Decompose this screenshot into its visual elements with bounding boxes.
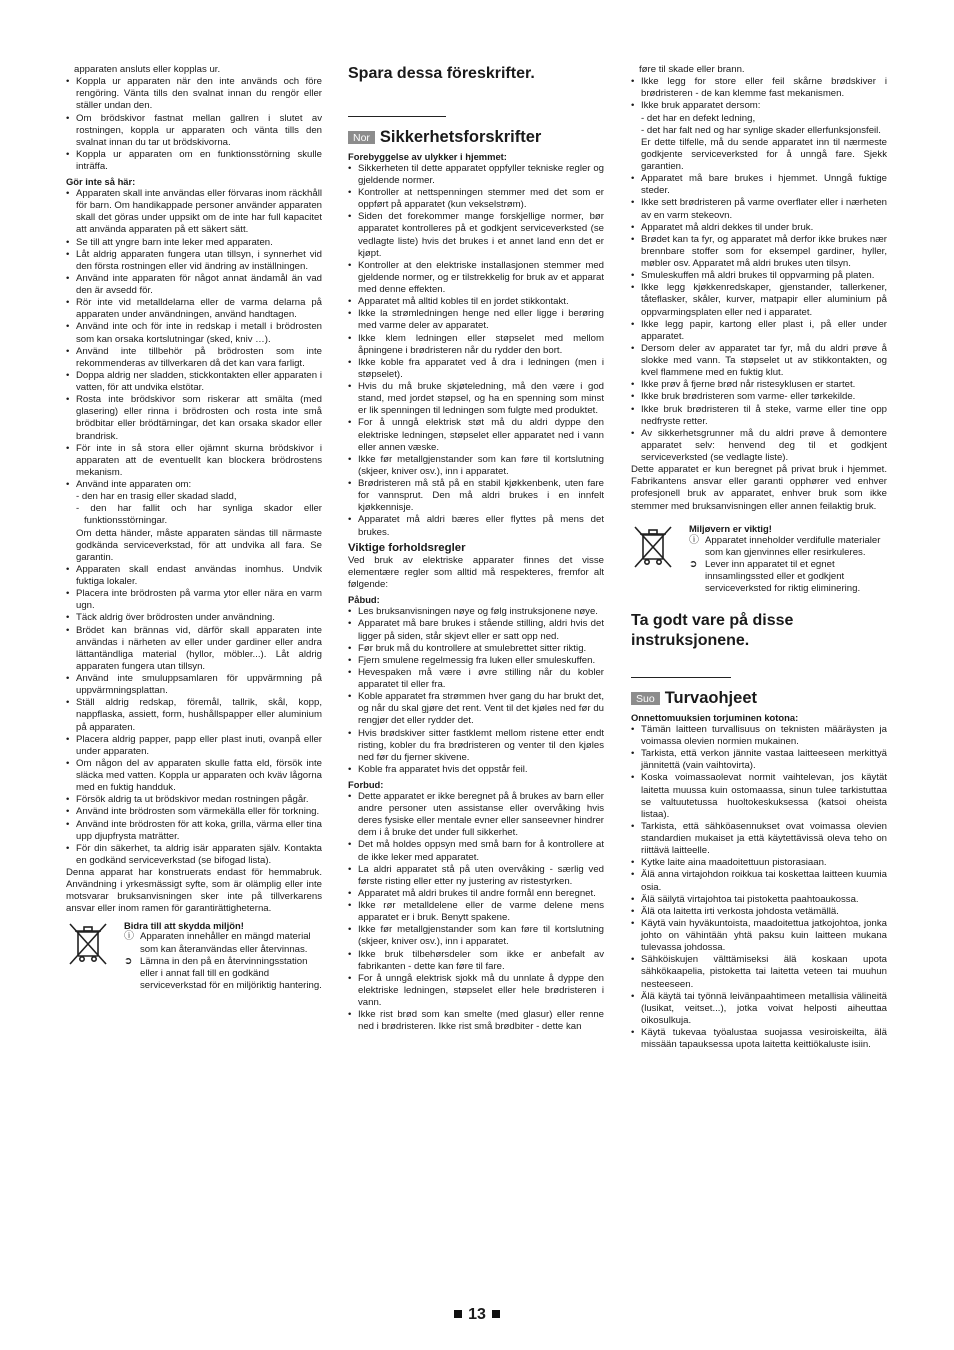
- rules-heading: Viktige forholdsregler: [348, 541, 466, 554]
- column-swedish: [66, 64, 322, 992]
- list-item: • Tarkista, että verkon jännite vastaa laitteeseen merkittyä jännitettä (vain vaihtovirta).: [631, 748, 887, 772]
- environment-text: Lämna in den på en återvinningsstation eller i annat fall till en godkänd serviceverkstad för en miljöriktig hantering.: [140, 955, 322, 991]
- list-item: • Ikke legg kjøkkenredskaper, gjenstander, tallerkener, tåteflasker, skåler, kurver, matpapir eller aluminium på oppvarmingsplaten eller ned i apparatet.: [631, 282, 887, 318]
- list-item: • Ikke bruk brødristeren som varme- eller tørkekilde.: [631, 391, 887, 403]
- list-item: • For å unngå elektrisk støt må du aldri dyppe den elektriske ledningen, støpselet eller apparatet ned i vann eller annen væske.: [348, 417, 604, 453]
- list-item: • Ställ aldrig redskap, föremål, tallrik, skål, kopp, nappflaska, assiett, form, hushållspapper eller aluminium på apparaten.: [66, 697, 322, 733]
- list-item-text: Använd inte apparaten om:: [76, 479, 192, 491]
- list-item: • Apparaten skall inte användas eller förvaras inom räckhåll för barn. Om handikappade personer använder apparaten skall det göras under uppsikt om de inte har full kapacitet att använda apparaten på ett säkert sätt.: [66, 188, 322, 237]
- list-item: • Apparatet må aldri brukes til andre formål enn beregnet.: [348, 888, 604, 900]
- section-title: Turvaohjeet: [664, 689, 757, 708]
- list-item: • Før bruk må du kontrollere at smulebrettet sitter riktig.: [348, 643, 604, 655]
- list-item: • Se till att yngre barn inte leker med apparaten.: [66, 237, 322, 249]
- closing-paragraph: Dette apparatet er kun beregnet på privat bruk i hjemmet. Fabrikantens ansvar eller garanti opphører ved enhver profesjonell bruk av apparatet, enhver bruk som ikke stemmer med bruksanvisningen eller annen feilaktig bruk.: [631, 464, 887, 512]
- list-item: • Kontroller at den elektriske installasjonen stemmer med gjeldende normer, og er tilstrekkelig for bruk av et apparat med denne effekten.: [348, 260, 604, 296]
- recycle-arrow-icon: ➲: [689, 558, 698, 570]
- list-item: • Använd inte brödrosten som värmekälla eller för torkning.: [66, 806, 322, 818]
- list-item: • Ikke bruk tilbehørsdeler som ikke er anbefalt av fabrikanten - dette kan føre til fare.: [348, 949, 604, 973]
- list-item: • Koppla ur apparaten om en funktionsstörning skulle inträffa.: [66, 149, 322, 173]
- list-item: • Kytke laite aina maadoitettuun pistorasiaan.: [631, 857, 887, 869]
- list-item: • Sikkerheten til dette apparatet oppfyller tekniske regler og gjeldende normer.: [348, 163, 604, 187]
- list-item: • Sähköiskujen välttämiseksi älä koskaan upota sähkökaapelia, pistoketta tai laitetta veteen tai muuhun nesteeseen.: [631, 954, 887, 990]
- environment-box: [631, 523, 887, 596]
- list-item: • Ikke sett brødristeren på varme overflater eller i nærheten av en varm stekeovn.: [631, 197, 887, 221]
- list-item: • Koska voimassaolevat normit vaihtelevan, jos käytät laitetta muussa kuin ostomaassa, sinun tulee tarkistuttaa se valtuutetussa huoltokeskuksessa (katsoi oheista listaa).: [631, 772, 887, 821]
- section-heading: [348, 127, 604, 148]
- language-tag: Suo: [631, 692, 660, 705]
- sub-note: Er dette tilfelle, må du sende apparatet inn til nærmeste godkjente serviceverksted for å unngå fare. Sjekk garantien.: [641, 136, 887, 172]
- list-item: • Placera aldrig papper, papp eller plast inuti, ovanpå eller under apparaten.: [66, 734, 322, 758]
- sub-item: - det har en defekt ledning,: [641, 112, 756, 124]
- column-norwegian-finnish: [631, 64, 887, 1051]
- list-item: • Smuleskuffen må aldri brukes til oppvarming på platen.: [631, 270, 887, 282]
- list-item: [66, 479, 322, 564]
- environment-title: Bidra till att skydda miljön!: [124, 919, 244, 931]
- sub-item: - den har fallit och har synliga skador eller funktionsstörningar.: [76, 503, 322, 527]
- list-item: • Brødet kan ta fyr, og apparatet må derfor ikke brukes nær brennbare stoffer som for eksempel gardiner, hyller, møbler osv. Apparatet må aldri brukes uten tilsyn.: [631, 234, 887, 270]
- dont-list: [66, 188, 322, 867]
- list-item: • Brödet kan brännas vid, därför skall apparaten inte användas i närheten av eller under gardiner eller andra lättantändliga material (hyllor, möbler...). Låt aldrig apparaten fungera utan tillsyn.: [66, 625, 322, 674]
- intro-list: [66, 76, 322, 173]
- list-item: • Apparatet må bare brukes i hjemmet. Unngå fuktige steder.: [631, 173, 887, 197]
- list-item: • Tarkista, että sähköasennukset ovat voimassa olevien standardien mukaiset ja että käytettävissä oleva teho on riittävä laitteelle.: [631, 821, 887, 857]
- sub-item: - det har falt ned og har synlige skader ellerfunksjonsfeil.: [641, 124, 881, 136]
- list-item: • Hvis du må bruke skjøteledning, må den være i god stand, med jordet støpsel, og ha en spenning som minst er lik spenningen til ledningen som fulgte med produktet.: [348, 381, 604, 417]
- environment-text: Apparatet inneholder verdifulle materialer som kan gjenvinnes eller resirkuleres.: [705, 534, 881, 558]
- prevent-label: Onnettomuuksien torjuminen kotona:: [631, 712, 799, 723]
- sub-note: Om detta händer, måste apparaten sändas till närmaste godkända serviceverkstad, för att undvika all fara. Se garantin.: [76, 527, 322, 563]
- environment-title: Miljøvern er viktig!: [689, 522, 772, 534]
- list-item: • Använd inte tillbehör på brödrosten som inte rekommenderas av tillverkaren då det kan vara farligt.: [66, 346, 322, 370]
- list-item: • Använd inte apparaten för något annat ändamål än vad den är avsedd för.: [66, 273, 322, 297]
- divider: [631, 677, 731, 678]
- list-item: [631, 100, 887, 173]
- divider: [348, 116, 446, 117]
- list-item: • Försök aldrig ta ut brödskivor medan rostningen pågår.: [66, 794, 322, 806]
- crossed-out-bin-icon: [66, 920, 114, 993]
- list-item: • Använd inte brödrosten för att koka, grilla, värma eller tina upp djupfrysta maträtter.: [66, 819, 322, 843]
- save-heading: Spara dessa föreskrifter.: [348, 65, 535, 82]
- info-circle-icon: ⓘ: [124, 931, 134, 943]
- list-item: • Placera inte brödrosten på varma ytor eller nära en varm ugn.: [66, 588, 322, 612]
- list-item: • Ikke legg for store eller feil skårne brødskiver i brødristeren - de kan klemme fast mekanismen.: [631, 76, 887, 100]
- list-item: • Ikke klem ledningen eller støpselet med mellom åpningene i brødristeren når du rydder den bort.: [348, 333, 604, 357]
- list-item: • Ikke prøv å fjerne brød når ristesyklusen er startet.: [631, 379, 887, 391]
- info-circle-icon: ⓘ: [689, 534, 699, 546]
- list-item: • Hevespaken må være i øvre stilling når du kobler apparatet til eller fra.: [348, 667, 604, 691]
- recycle-arrow-icon: ➲: [124, 955, 133, 967]
- list-item: • Koppla ur apparaten när den inte används och före rengöring. Vänta tills den svalnat innan du rengör eller ställer undan den.: [66, 76, 322, 112]
- list-item: • For å unngå elektrisk sjokk må du unnlate å dyppe den elektriske ledningen, støpselet eller hele brødristeren i vann.: [348, 973, 604, 1009]
- language-tag: Nor: [348, 131, 375, 144]
- forbid-list-continued: [631, 76, 887, 464]
- closing-paragraph: Denna apparat har konstruerats endast för hemmabruk. Användning i yrkesmässigt syfte, som är olämplig eller inte motsvarar bruksanvisningen sker inte på tillverkarens ansvar eller inom ramen för garantirättigheterna.: [66, 867, 322, 915]
- page-number-text: 13: [468, 1306, 486, 1323]
- list-item: • Ikke rist brød som kan smelte (med glasur) eller renne ned i brødristeren. Ikke rist små brødbiter - dette kan: [348, 1009, 604, 1033]
- list-item: • Käytä vain hyväkuntoista, maadoitettua jatkojohtoa, jonka johto on vähintään yhtä paksu kuin laitteen mukana tulevassa johdossa.: [631, 918, 887, 954]
- list-item: • Det må holdes oppsyn med små barn for å kontrollere at de ikke leker med apparatet.: [348, 839, 604, 863]
- rules-intro: Ved bruk av elektriske apparater finnes det visse elementære regler som alltid må respekteres, fremfor alt følgende:: [348, 555, 604, 591]
- list-item: • Rör inte vid metalldelarna eller de varma delarna på apparaten under användningen, använd handtagen.: [66, 297, 322, 321]
- forbid-list: [348, 791, 604, 1034]
- sub-item: - den har en trasig eller skadad sladd,: [76, 491, 237, 503]
- list-item: • Dette apparatet er ikke beregnet på å brukes av barn eller andre personer uten assistanse eller overvåking hvis deres fysiske eller mentale evner eller sanseevner hindrer dem i å bruke det under full sikkerhet.: [348, 791, 604, 840]
- list-item: • Dersom deler av apparatet tar fyr, må du aldri prøve å slokke med vann. Ta støpselet ut av stikkontakten, og kvel flammene med en fuktig klut.: [631, 343, 887, 379]
- list-item: • Apparatet må aldri bæres eller flyttes på mens det brukes.: [348, 514, 604, 538]
- list-item: • Om någon del av apparaten skulle fatta eld, försök inte släcka med vatten. Koppla ur apparaten och kväv lågorna med en fuktig handduk.: [66, 758, 322, 794]
- list-item: • För inte in så stora eller ojämnt skurna brödskivor i apparaten att de eventuellt kan blockera brödrostens mekanism.: [66, 443, 322, 479]
- square-bullet-icon: [454, 1310, 462, 1318]
- list-item: • Apparaten skall endast användas inomhus. Undvik fuktiga lokaler.: [66, 564, 322, 588]
- prevent-list: [348, 163, 604, 539]
- list-item: • Apparatet må alltid kobles til en jordet stikkontakt.: [348, 296, 604, 308]
- list-item: • Låt aldrig apparaten fungera utan tillsyn, i synnerhet vid den första rostningen eller vid ändring av inställningen.: [66, 249, 322, 273]
- list-item: • Älä säilytä virtajohtoa tai pistoketta paahtoaukossa.: [631, 894, 887, 906]
- list-item-text: Ikke bruk apparatet dersom:: [641, 100, 761, 112]
- continued-line: føre til skade eller brann.: [639, 64, 745, 75]
- continued-line: apparaten ansluts eller kopplas ur.: [74, 64, 221, 75]
- list-item: • Rosta inte brödskivor som riskerar att smälta (med glasering) eller rinna i brödrosten och rosta inte små brödbitar eller brödtärningar, det kan orsaka skador eller brandrisk.: [66, 394, 322, 443]
- environment-text: Apparaten innehåller en mängd material som kan återanvändas eller återvinnas.: [140, 931, 311, 955]
- list-item: • Om brödskivor fastnat mellan gallren i slutet av rostningen, koppla ur apparaten och vänta tills den svalnat innan du tar ut brödskivorna.: [66, 113, 322, 149]
- list-item: • Doppa aldrig ner sladden, stickkontakten eller apparaten i vatten, för att undvika elstötar.: [66, 370, 322, 394]
- list-item: • Les bruksanvisningen nøye og følg instruksjonene nøye.: [348, 606, 604, 618]
- list-item: • Tämän laitteen turvallisuus on teknisten määräysten ja voimassa olevien normien mukainen.: [631, 724, 887, 748]
- must-label: Påbud:: [348, 594, 380, 606]
- list-item: • La aldri apparatet stå på uten overvåking - særlig ved første risting eller etter ny justering av ristestyrken.: [348, 864, 604, 888]
- list-item: • Ikke koble fra apparatet ved å dra i ledningen (men i støpselet).: [348, 357, 604, 381]
- list-item: • Ikke før metallgjenstander som kan føre til kortslutning (skjeer, kniver osv.), inn i apparatet.: [348, 924, 604, 948]
- list-item: • Fjern smulene regelmessig fra luken eller smuleskuffen.: [348, 655, 604, 667]
- forbid-label: Forbud:: [348, 779, 384, 791]
- list-item: • Koble fra apparatet hvis det oppstår feil.: [348, 764, 604, 776]
- environment-box: [66, 920, 322, 993]
- list-item: • Apparatet må bare brukes i stående stilling, aldri hvis det ligger på siden, står skjevt eller er satt opp ned.: [348, 618, 604, 642]
- list-item: • Älä käytä tai työnnä leivänpaahtimeen metallisia välineitä (lusikat, veitset...), jotka voivat helposti aiheuttaa oikosulkuja.: [631, 991, 887, 1027]
- page-number: [0, 1306, 954, 1324]
- list-item: • Av sikkerhetsgrunner må du aldri prøve å demontere apparatet selv: henvend deg til et godkjent serviceverksted (se vedlagte liste).: [631, 428, 887, 464]
- list-item: • Använd inte och för inte in redskap i metall i brödrosten som kan orsaka kortslutningar (sked, kniv …).: [66, 321, 322, 345]
- list-item: • Använd inte smuluppsamlaren för uppvärmning på uppvärmningsplattan.: [66, 673, 322, 697]
- list-item: • Brødristeren må stå på en stabil kjøkkenbenk, uten fare for vannsprut. Den må aldri brukes i en innfelt kjøkkennisje.: [348, 478, 604, 514]
- section-title: Sikkerhetsforskrifter: [379, 128, 542, 146]
- section-heading: [631, 688, 887, 709]
- square-bullet-icon: [492, 1310, 500, 1318]
- environment-text: Lever inn apparatet til et egnet innsamlingssted eller et godkjent serviceverksted for riktig eliminering.: [705, 558, 861, 595]
- list-item: • Koble apparatet fra strømmen hver gang du har brukt det, og når du skal gjøre det rent. Vent til det kjøles ned før du rengjør det eller rydder det.: [348, 691, 604, 727]
- prevent-label: Forebyggelse av ulykker i hjemmet:: [348, 150, 507, 162]
- list-item: • Ikke la strømledningen henge ned eller ligge i berøring med varme deler av apparatet.: [348, 308, 604, 332]
- list-item: • Ikke legg papir, kartong eller plast i, på eller under apparatet.: [631, 319, 887, 343]
- column-norwegian: [348, 64, 604, 1033]
- finnish-list: [631, 724, 887, 1051]
- crossed-out-bin-icon: [631, 523, 679, 596]
- list-item: • Ikke før metallgjenstander som kan føre til kortslutning (skjeer, kniver osv.), inn i apparatet.: [348, 454, 604, 478]
- list-item: • För din säkerhet, ta aldrig isär apparaten själv. Kontakta en godkänd serviceverkstad (se bifogad lista).: [66, 843, 322, 867]
- list-item: • Ikke bruk brødristeren til å steke, varme eller tine opp nedfryste retter.: [631, 404, 887, 428]
- list-item: • Ikke rør metalldelene eller de varme delene mens apparatet er i bruk. Benytt spakene.: [348, 900, 604, 924]
- list-item: • Kontroller at nettspenningen stemmer med det som er oppført på apparatet (kun vekselstrøm).: [348, 187, 604, 211]
- list-item: • Apparatet må aldri dekkes til under bruk.: [631, 222, 887, 234]
- list-item: • Älä ota laitetta irti verkosta johdosta vetämällä.: [631, 906, 887, 918]
- keep-heading: Ta godt vare på disse instruksjonene.: [631, 612, 794, 650]
- must-list: [348, 606, 604, 776]
- list-item: • Siden det forekommer mange forskjellige normer, bør apparatet kontrolleres på et godkjent serviceverksted (se vedlagte liste) hvis det brukes i et annet land enn det er kjøpt.: [348, 211, 604, 260]
- list-item: • Älä anna virtajohdon roikkua tai koskettaa laitteen kuumia osia.: [631, 869, 887, 893]
- list-item: • Hvis brødskiver sitter fastklemt mellom ristene etter endt risting, kobler du fra brødristeren og venter til den kjøles ned før du fjerner skivene.: [348, 728, 604, 764]
- list-item: • Täck aldrig över brödrosten under användning.: [66, 612, 322, 624]
- list-item: • Käytä tukevaa työalustaa suojassa vesiroiskeilta, älä missään tapauksessa upota laitetta keittiökaluste isiin.: [631, 1027, 887, 1051]
- dont-label: Gör inte så här:: [66, 176, 136, 188]
